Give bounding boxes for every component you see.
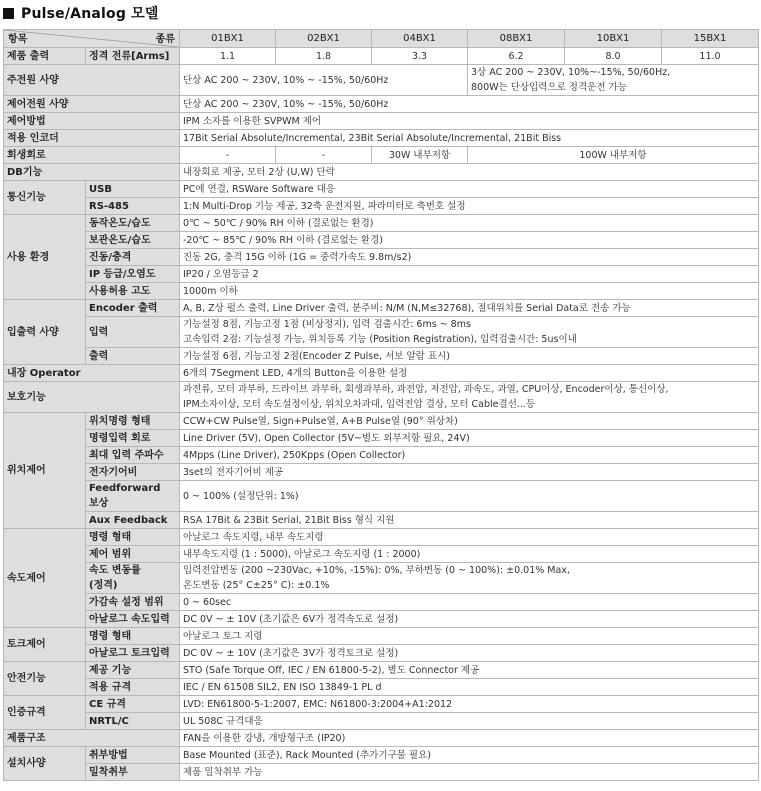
row-value (180, 382, 759, 413)
env-row (4, 232, 759, 249)
row-value: IPM 소자를 이용한 SVPWM 제어 (180, 113, 759, 130)
comm-row (4, 181, 759, 198)
row-value: Base Mounted (표준), Rack Mounted (추가기구물 필요) (180, 747, 759, 764)
row-category: 적용 인코더 (4, 130, 180, 147)
install-row (4, 747, 759, 764)
row-value: IEC / EN 61508 SIL2, EN ISO 13849-1 PL d (180, 679, 759, 696)
row-subcategory: 보관온도/습도 (86, 232, 180, 249)
header-type-label: 종류 (155, 34, 175, 45)
row-value: CCW+CW Pulse열, Sign+Pulse열, A+B Pulse열 (90° 위상차) (180, 413, 759, 430)
row-category: 제어방법 (4, 113, 180, 130)
regen-value: - (180, 147, 276, 164)
row-value: 0 ~ 100% (설정단위: 1%) (180, 481, 759, 512)
io-row (4, 317, 759, 348)
row-category: 입출력 사양 (4, 300, 86, 365)
rated-current-value: 11.0 (662, 48, 759, 65)
row-subcategory: 아날로그 토크입력 (86, 645, 180, 662)
row-subcategory: 적용 규격 (86, 679, 180, 696)
main-power-three-phase (468, 65, 759, 96)
row-value: 단상 AC 200 ~ 230V, 10% ~ -15%, 50/60Hz (180, 96, 759, 113)
row-value: 0℃ ~ 50℃ / 90% RH 이하 (결로없는 환경) (180, 215, 759, 232)
value-line: IPM소자이상, 모터 속도설정이상, 위치오차과대, 입력전압 결상, 모터 Cable결선...등 (183, 399, 536, 410)
control-power-row (4, 96, 759, 113)
row-subcategory: 사용허용 고도 (86, 283, 180, 300)
row-value: UL 508C 규격대응 (180, 713, 759, 730)
regen-row (4, 147, 759, 164)
safety-row (4, 662, 759, 679)
row-category: 제어전원 사양 (4, 96, 180, 113)
row-category: 사용 환경 (4, 215, 86, 300)
row-subcategory: 명령 형태 (86, 628, 180, 645)
row-category: 설치사양 (4, 747, 86, 781)
cert-row (4, 713, 759, 730)
row-value: LVD: EN61800-5-1:2007, EMC: N61800-3:2004+A1:2012 (180, 696, 759, 713)
env-row (4, 283, 759, 300)
row-category: 회생회로 (4, 147, 180, 164)
row-value: PC에 연결, RSWare Software 대응 (180, 181, 759, 198)
control-method-row (4, 113, 759, 130)
row-value: Line Driver (5V), Open Collector (5V~별도 외부저항 필요, 24V) (180, 430, 759, 447)
row-value (180, 563, 759, 594)
header-corner (4, 30, 180, 48)
row-category: 속도제어 (4, 529, 86, 628)
position-row (4, 512, 759, 529)
rated-current-value: 3.3 (372, 48, 468, 65)
model-header: 04BX1 (372, 30, 468, 48)
regen-value: 100W 내부저항 (468, 147, 759, 164)
row-subcategory: NRTL/C (86, 713, 180, 730)
model-header: 02BX1 (276, 30, 372, 48)
value-line: 과전류, 모터 과부하, 드라이브 과부하, 회생과부하, 과전압, 저전압, 과속도, 과열, CPU이상, Encoder이상, 통신이상, (183, 384, 669, 395)
speed-row (4, 594, 759, 611)
position-row (4, 481, 759, 512)
row-subcategory (86, 563, 180, 594)
row-value: 아날로그 속도지령, 내부 속도지령 (180, 529, 759, 546)
row-category: 안전기능 (4, 662, 86, 696)
io-row (4, 348, 759, 365)
row-category: 제품 출력 (4, 48, 86, 65)
main-power-row (4, 65, 759, 96)
row-subcategory: 전자기어비 (86, 464, 180, 481)
regen-value: 30W 내부저항 (372, 147, 468, 164)
row-value: 17Bit Serial Absolute/Incremental, 23Bit Serial Absolute/Incremental, 21Bit Biss (180, 130, 759, 147)
spec-table (3, 29, 759, 781)
header-item-label: 항목 (8, 34, 28, 45)
env-row (4, 249, 759, 266)
row-subcategory: 제공 기능 (86, 662, 180, 679)
label-line: 속도 변동률 (89, 565, 141, 576)
row-subcategory: Encoder 출력 (86, 300, 180, 317)
value-line: 입력전압변동 (200 ~230Vac, +10%, -15%): 0%, 부하변동 (0 ~ 100%): ±0.01% Max, (183, 565, 570, 576)
row-value: 진동 2G, 충격 15G 이하 (1G = 중력가속도 9.8m/s2) (180, 249, 759, 266)
position-row (4, 447, 759, 464)
env-row (4, 215, 759, 232)
structure-row (4, 730, 759, 747)
cert-row (4, 696, 759, 713)
model-header: 15BX1 (662, 30, 759, 48)
row-subcategory: 가감속 설정 범위 (86, 594, 180, 611)
model-header: 01BX1 (180, 30, 276, 48)
position-row (4, 413, 759, 430)
row-subcategory: 밀착취부 (86, 764, 180, 781)
row-subcategory: 취부방법 (86, 747, 180, 764)
row-subcategory (86, 481, 180, 512)
row-value: 6개의 7Segment LED, 4개의 Button을 이용한 설정 (180, 365, 759, 382)
row-value: 내부속도지령 (1 : 5000), 아날로그 속도지령 (1 : 2000) (180, 546, 759, 563)
row-value: RSA 17Bit & 23Bit Serial, 21Bit Biss 형식 지원 (180, 512, 759, 529)
main-power-line: 800W는 단상입력으로 정격운전 가능 (471, 82, 627, 93)
row-category: 통신기능 (4, 181, 86, 215)
row-value: DC 0V ~ ± 10V (초기값은 6V가 정격속도로 설정) (180, 611, 759, 628)
row-category: 위치제어 (4, 413, 86, 529)
row-value: A, B, Z상 펄스 출력, Line Driver 출력, 분주비: N/M (N,M≤32768), 절대위치를 Serial Data로 전송 가능 (180, 300, 759, 317)
row-value: 1:N Multi-Drop 기능 제공, 32축 운전지원, 파라미터로 축번호 설정 (180, 198, 759, 215)
row-subcategory: 진동/충격 (86, 249, 180, 266)
title-bar (0, 0, 761, 27)
header-row (4, 30, 759, 48)
row-value: IP20 / 오염등급 2 (180, 266, 759, 283)
value-line: 온도변동 (25° C±25° C): ±0.1% (183, 580, 330, 591)
row-value: -20℃ ~ 85℃ / 90% RH 이하 (결로없는 환경) (180, 232, 759, 249)
operator-row (4, 365, 759, 382)
row-subcategory: 명령 형태 (86, 529, 180, 546)
speed-row (4, 546, 759, 563)
row-subcategory: USB (86, 181, 180, 198)
protect-row (4, 382, 759, 413)
row-value: 1000m 이하 (180, 283, 759, 300)
label-line: (정격) (89, 580, 118, 591)
io-row (4, 300, 759, 317)
rated-current-value: 1.8 (276, 48, 372, 65)
env-row (4, 266, 759, 283)
diagonal-line-icon (4, 30, 179, 47)
row-subcategory: 출력 (86, 348, 180, 365)
model-header: 08BX1 (468, 30, 565, 48)
main-power-single-phase: 단상 AC 200 ~ 230V, 10% ~ -15%, 50/60Hz (180, 65, 468, 96)
value-line: 기능설정 8점, 기능고정 1점 (비상정지), 입력 검출시간: 6ms ~ 8ms (183, 319, 471, 330)
row-value: 아날로그 토그 지령 (180, 628, 759, 645)
row-value: 3set의 전자기어비 제공 (180, 464, 759, 481)
row-category: 제품구조 (4, 730, 180, 747)
row-subcategory: 정격 전류[Arms] (86, 48, 180, 65)
db-row (4, 164, 759, 181)
row-subcategory: 입력 (86, 317, 180, 348)
row-value: 기능설정 6점, 기능고정 2점(Encoder Z Pulse, 서보 알람 표시) (180, 348, 759, 365)
torque-row (4, 628, 759, 645)
row-value: 제품 밀착취부 가능 (180, 764, 759, 781)
row-subcategory: 위치명령 형태 (86, 413, 180, 430)
label-line: Feedforward (89, 483, 161, 494)
row-category: 내장 Operator (4, 365, 180, 382)
model-header: 10BX1 (565, 30, 662, 48)
row-subcategory: 최대 입력 주파수 (86, 447, 180, 464)
safety-row (4, 679, 759, 696)
speed-row (4, 529, 759, 546)
page-title: Pulse/Analog 모델 (21, 6, 159, 22)
row-subcategory: Aux Feedback (86, 512, 180, 529)
main-power-line: 3상 AC 200 ~ 230V, 10%~-15%, 50/60Hz, (471, 67, 671, 78)
rated-current-row (4, 48, 759, 65)
row-value (180, 317, 759, 348)
position-row (4, 464, 759, 481)
rated-current-value: 8.0 (565, 48, 662, 65)
encoder-row (4, 130, 759, 147)
row-subcategory: IP 등급/오염도 (86, 266, 180, 283)
row-value: FAN을 이용한 강냉, 개방형구조 (IP20) (180, 730, 759, 747)
position-row (4, 430, 759, 447)
row-category: 토크제어 (4, 628, 86, 662)
torque-row (4, 645, 759, 662)
row-subcategory: RS-485 (86, 198, 180, 215)
row-category: 보호기능 (4, 382, 180, 413)
row-value: DC 0V ~ ± 10V (초기값은 3V가 정격토크로 설정) (180, 645, 759, 662)
row-subcategory: CE 규격 (86, 696, 180, 713)
row-value: 4Mpps (Line Driver), 250Kpps (Open Collector) (180, 447, 759, 464)
row-subcategory: 명령입력 회로 (86, 430, 180, 447)
row-value: 내장회로 제공, 모터 2상 (U,W) 단락 (180, 164, 759, 181)
row-subcategory: 동작온도/습도 (86, 215, 180, 232)
regen-value: - (276, 147, 372, 164)
install-row (4, 764, 759, 781)
row-subcategory: 제어 범위 (86, 546, 180, 563)
speed-row (4, 563, 759, 594)
speed-row (4, 611, 759, 628)
comm-row (4, 198, 759, 215)
label-line: 보상 (89, 498, 109, 509)
square-bullet-icon (3, 8, 14, 19)
row-value: 0 ~ 60sec (180, 594, 759, 611)
rated-current-value: 1.1 (180, 48, 276, 65)
row-category: DB기능 (4, 164, 180, 181)
row-category: 인증규격 (4, 696, 86, 730)
value-line: 고속입력 2점: 기능설정 가능, 위치등록 기능 (Position Registration), 입력검출시간: 5us이내 (183, 334, 577, 345)
row-value: STO (Safe Torque Off, IEC / EN 61800-5-2), 별도 Connector 제공 (180, 662, 759, 679)
rated-current-value: 6.2 (468, 48, 565, 65)
row-category: 주전원 사양 (4, 65, 180, 96)
row-subcategory: 아날로그 속도입력 (86, 611, 180, 628)
